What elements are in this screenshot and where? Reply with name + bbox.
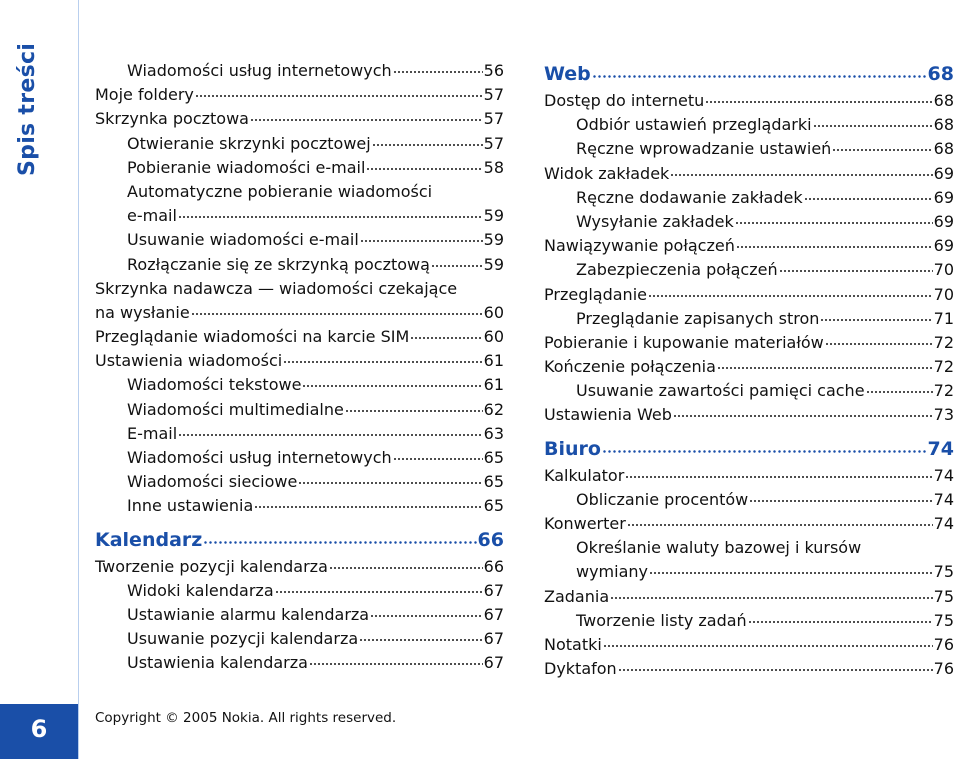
- dot-leader: [602, 435, 927, 455]
- entry-page-number: 60: [483, 327, 504, 347]
- dot-leader: [178, 422, 482, 439]
- entry-title: Rozłączanie się ze skrzynką pocztową: [127, 254, 430, 274]
- copyright-footer: Copyright © 2005 Nokia. All rights reserved.: [95, 710, 397, 726]
- entry-page-number: 60: [483, 302, 504, 322]
- dot-leader: [302, 373, 482, 390]
- entry-title: Widoki kalendarza: [127, 580, 274, 600]
- dot-leader: [178, 204, 483, 221]
- toc-entry[interactable]: [544, 283, 954, 307]
- dot-leader: [592, 60, 927, 80]
- dot-leader: [736, 234, 933, 251]
- entry-title: Odbiór ustawień przeglądarki: [576, 115, 812, 135]
- dot-leader: [820, 307, 932, 324]
- entry-page-number: 65: [483, 472, 504, 492]
- toc-section-heading[interactable]: [544, 59, 954, 89]
- entry-title: Skrzynka nadawcza — wiadomości czekające: [95, 278, 458, 298]
- entry-page-number: 69: [933, 187, 954, 207]
- toc-left-column: [95, 59, 504, 676]
- dot-leader: [670, 162, 932, 179]
- toc-entry[interactable]: [95, 555, 504, 579]
- dot-leader: [329, 555, 483, 572]
- dot-leader: [749, 488, 932, 505]
- entry-title: Ustawianie alarmu kalendarza: [127, 604, 370, 624]
- entry-title: Ustawienia wiadomości: [95, 351, 283, 371]
- section-page-number: 66: [477, 528, 504, 551]
- entry-page-number: 69: [933, 236, 954, 256]
- entry-title: Obliczanie procentów: [576, 489, 749, 509]
- toc-entry[interactable]: [544, 307, 954, 331]
- toc-entry[interactable]: [95, 494, 504, 518]
- entry-page-number: 68: [933, 139, 954, 159]
- section-title: Kalendarz: [95, 528, 203, 551]
- dot-leader: [366, 156, 482, 173]
- toc-entry[interactable]: [95, 325, 504, 349]
- toc-entry[interactable]: [95, 398, 504, 422]
- entry-page-number: 68: [933, 91, 954, 110]
- entry-page-number: 75: [933, 562, 954, 582]
- toc-entry[interactable]: [544, 331, 954, 355]
- entry-title: Wiadomości sieciowe: [127, 472, 298, 492]
- dot-leader: [360, 228, 483, 245]
- toc-entry[interactable]: [95, 470, 504, 494]
- dot-leader: [673, 403, 933, 420]
- dot-leader: [431, 253, 483, 270]
- dot-leader: [254, 494, 482, 511]
- dot-leader: [717, 355, 933, 372]
- entry-title: Inne ustawienia: [127, 496, 254, 516]
- entry-title: Przeglądanie zapisanych stron: [576, 308, 820, 328]
- entry-title: Konwerter: [544, 514, 626, 533]
- entry-page-number: 75: [933, 610, 954, 630]
- entry-page-number: 57: [483, 133, 504, 153]
- entry-page-number: 61: [483, 351, 504, 371]
- entry-page-number: 62: [483, 399, 504, 419]
- entry-page-number: 67: [483, 604, 504, 624]
- entry-page-number: 76: [933, 659, 954, 679]
- section-page-number: 74: [927, 437, 954, 460]
- toc-section-heading[interactable]: [544, 434, 954, 464]
- entry-title: Tworzenie listy zadań: [576, 610, 747, 630]
- entry-title: Przeglądanie wiadomości na karcie SIM: [95, 327, 410, 347]
- toc-entry[interactable]: [544, 258, 954, 282]
- entry-page-number: 67: [483, 580, 504, 600]
- entry-page-number: 67: [483, 653, 504, 673]
- toc-entry[interactable]: [95, 132, 504, 156]
- entry-title: Pobieranie wiadomości e-mail: [127, 157, 366, 177]
- entry-page-number: 72: [933, 357, 954, 377]
- entry-title: na wysłanie: [95, 302, 190, 322]
- entry-page-number: 71: [933, 308, 954, 328]
- entry-page-number: 73: [933, 405, 954, 425]
- entry-page-number: 74: [933, 465, 954, 485]
- dot-leader: [618, 657, 933, 674]
- entry-page-number: 58: [483, 157, 504, 177]
- dot-leader: [250, 107, 483, 124]
- section-title: Web: [544, 63, 591, 85]
- entry-page-number: 65: [483, 448, 504, 467]
- toc-entry[interactable]: [544, 585, 954, 609]
- toc-entry[interactable]: [95, 373, 504, 397]
- dot-leader: [603, 633, 933, 650]
- toc-entry[interactable]: [544, 657, 954, 681]
- toc-right-column: [544, 59, 954, 681]
- entry-page-number: 69: [933, 163, 954, 183]
- entry-page-number: 56: [483, 61, 504, 80]
- toc-entry[interactable]: [95, 204, 504, 228]
- entry-title: Wiadomości usług internetowych: [127, 448, 392, 467]
- entry-page-number: 74: [933, 514, 954, 533]
- dot-leader: [779, 258, 933, 275]
- entry-page-number: 57: [483, 109, 504, 129]
- entry-page-number: 70: [933, 260, 954, 280]
- toc-entry[interactable]: [544, 186, 954, 210]
- entry-title: e-mail: [127, 206, 177, 226]
- dot-leader: [649, 560, 933, 577]
- entry-title: Dyktafon: [544, 659, 617, 679]
- toc-entry[interactable]: [95, 579, 504, 603]
- entry-page-number: 67: [483, 629, 504, 649]
- dot-leader: [370, 603, 483, 620]
- dot-leader: [748, 609, 933, 626]
- toc-entry[interactable]: [544, 89, 954, 113]
- entry-page-number: 59: [483, 230, 504, 250]
- entry-page-number: 65: [483, 496, 504, 516]
- dot-leader: [309, 651, 483, 668]
- dot-leader: [298, 470, 482, 487]
- dot-leader: [345, 398, 483, 415]
- toc-entry-text[interactable]: [544, 536, 954, 560]
- toc-entry[interactable]: [544, 464, 954, 488]
- entry-title: Ustawienia kalendarza: [127, 653, 308, 673]
- dot-leader: [832, 137, 932, 154]
- toc-entry[interactable]: [544, 113, 954, 137]
- page-number: 6: [0, 704, 78, 759]
- section-title: Biuro: [544, 437, 601, 460]
- toc-entry[interactable]: [544, 560, 954, 584]
- toc-entry[interactable]: [544, 234, 954, 258]
- entry-title: Zabezpieczenia połączeń: [576, 260, 778, 280]
- dot-leader: [275, 579, 483, 596]
- dot-leader: [705, 89, 932, 106]
- dot-leader: [283, 349, 482, 366]
- dot-leader: [195, 83, 483, 100]
- dot-leader: [804, 186, 933, 203]
- toc-entry[interactable]: [544, 633, 954, 657]
- entry-page-number: 75: [933, 586, 954, 606]
- entry-title: Notatki: [544, 634, 602, 654]
- entry-title: E-mail: [127, 423, 178, 443]
- toc-entry[interactable]: [544, 488, 954, 512]
- entry-page-number: 74: [933, 489, 954, 509]
- dot-leader: [825, 331, 933, 348]
- dot-leader: [203, 526, 476, 546]
- entry-title: wymiany: [576, 562, 648, 582]
- dot-leader: [610, 585, 933, 602]
- dot-leader: [359, 627, 483, 644]
- entry-title: Kalkulator: [544, 465, 625, 485]
- entry-page-number: 72: [933, 332, 954, 352]
- toc-entry[interactable]: [95, 156, 504, 180]
- toc-entry[interactable]: [95, 446, 504, 470]
- toc-entry[interactable]: [544, 379, 954, 403]
- dot-leader: [813, 113, 933, 130]
- toc-entry[interactable]: [95, 107, 504, 131]
- entry-page-number: 59: [483, 206, 504, 226]
- entry-page-number: 57: [483, 85, 504, 105]
- toc-entry[interactable]: [95, 349, 504, 373]
- toc-entry[interactable]: [95, 651, 504, 675]
- toc-entry[interactable]: [95, 228, 504, 252]
- dot-leader: [393, 59, 483, 76]
- toc-entry[interactable]: [95, 301, 504, 325]
- entry-page-number: 72: [933, 381, 954, 401]
- entry-title: Ręczne dodawanie zakładek: [576, 187, 803, 207]
- toc-entry[interactable]: [544, 210, 954, 234]
- toc-entry[interactable]: [95, 59, 504, 83]
- toc-entry[interactable]: [544, 403, 954, 427]
- entry-title: Ręczne wprowadzanie ustawień: [576, 139, 832, 159]
- toc-entry[interactable]: [95, 627, 504, 651]
- dot-leader: [627, 512, 933, 529]
- entry-title: Nawiązywanie połączeń: [544, 236, 735, 256]
- dot-leader: [410, 325, 482, 342]
- entry-page-number: 66: [483, 556, 504, 576]
- entry-title: Usuwanie zawartości pamięci cache: [576, 381, 865, 401]
- toc-entry[interactable]: [544, 355, 954, 379]
- entry-title: Kończenie połączenia: [544, 357, 716, 377]
- toc-entry[interactable]: [95, 253, 504, 277]
- toc-entry[interactable]: [544, 162, 954, 186]
- entry-page-number: 69: [933, 211, 954, 231]
- entry-title: Tworzenie pozycji kalendarza: [95, 556, 328, 576]
- entry-title: Widok zakładek: [544, 163, 670, 183]
- entry-title: Pobieranie i kupowanie materiałów: [544, 332, 824, 352]
- dot-leader: [735, 210, 933, 227]
- dot-leader: [648, 283, 933, 300]
- sidebar-title: Spis treści: [15, 42, 40, 176]
- entry-title: Zadania: [544, 586, 610, 606]
- entry-title: Moje foldery: [95, 85, 194, 105]
- entry-title: Automatyczne pobieranie wiadomości: [127, 181, 433, 201]
- entry-title: Usuwanie wiadomości e-mail: [127, 230, 359, 250]
- toc-entry[interactable]: [95, 83, 504, 107]
- dot-leader: [393, 446, 483, 463]
- entry-title: Wysyłanie zakładek: [576, 211, 734, 231]
- toc-entry-text[interactable]: [95, 180, 504, 204]
- entry-title: Określanie waluty bazowej i kursów: [576, 538, 862, 558]
- toc-entry[interactable]: [544, 512, 954, 536]
- dot-leader: [372, 132, 483, 149]
- toc-entry[interactable]: [95, 422, 504, 446]
- dot-leader: [866, 379, 933, 396]
- entry-title: Przeglądanie: [544, 284, 647, 304]
- entry-page-number: 70: [933, 284, 954, 304]
- entry-title: Wiadomości tekstowe: [127, 375, 302, 395]
- entry-title: Skrzynka pocztowa: [95, 109, 249, 129]
- toc-entry-text[interactable]: [95, 277, 504, 301]
- toc-entry[interactable]: [95, 603, 504, 627]
- section-page-number: 68: [927, 63, 954, 85]
- entry-page-number: 63: [483, 423, 504, 443]
- entry-page-number: 68: [933, 115, 954, 135]
- entry-title: Dostęp do internetu: [544, 91, 705, 110]
- entry-page-number: 76: [933, 634, 954, 654]
- entry-title: Usuwanie pozycji kalendarza: [127, 629, 359, 649]
- entry-title: Otwieranie skrzynki pocztowej: [127, 133, 371, 153]
- entry-title: Ustawienia Web: [544, 405, 672, 425]
- dot-leader: [625, 464, 932, 481]
- entry-title: Wiadomości multimedialne: [127, 399, 344, 419]
- dot-leader: [191, 301, 483, 318]
- entry-title: Wiadomości usług internetowych: [127, 61, 392, 80]
- toc-entry[interactable]: [544, 609, 954, 633]
- entry-page-number: 61: [483, 375, 504, 395]
- sidebar: [0, 0, 79, 759]
- entry-page-number: 59: [483, 254, 504, 274]
- toc-section-heading[interactable]: [95, 525, 504, 555]
- toc-entry[interactable]: [544, 137, 954, 161]
